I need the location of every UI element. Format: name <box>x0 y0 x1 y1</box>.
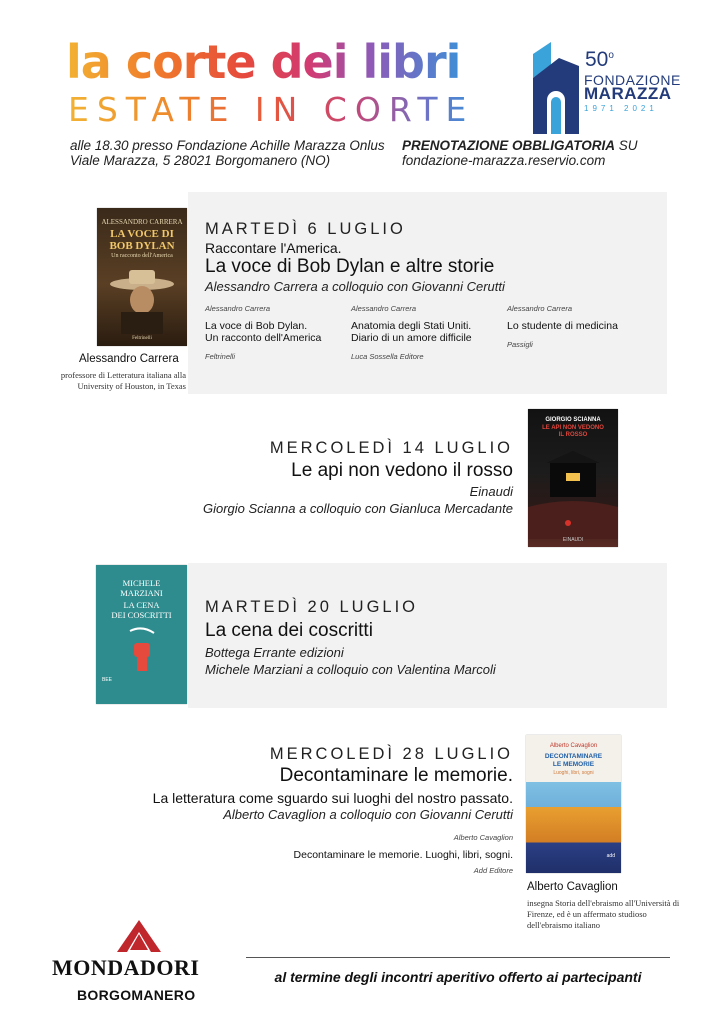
book-item-1 <box>205 304 321 362</box>
book-4-title: Decontaminare le memorie. Luoghi, libri, sogni. <box>293 849 513 861</box>
event-2-date: MERCOLEDÌ 14 LUGLIO <box>269 439 513 457</box>
logo-line-fondazione: FONDAZIONE <box>584 72 681 88</box>
booking-notice: PRENOTAZIONE OBBLIGATORIA SU <box>402 138 638 153</box>
hat-figure-icon <box>107 264 177 334</box>
event-3-date: MARTEDÌ 20 LUGLIO <box>205 598 418 616</box>
book-author: Alessandro Carrera <box>351 304 417 313</box>
footer-note: al termine degli incontri aperitivo offerto ai partecipanti <box>274 969 642 985</box>
booking-link[interactable]: fondazione-marazza.reservio.com <box>402 153 606 168</box>
book-4-author: Alberto Cavaglion <box>453 833 513 842</box>
book-author: Alessandro Carrera <box>205 304 271 313</box>
book-cover-le-api: GIORGIO SCIANNA LE API NON VEDONO IL ROSSO EINAUDI <box>528 409 618 547</box>
event-4-subtitle: La letteratura come sguardo sui luoghi del nostro passato. <box>152 790 513 806</box>
event-4-title: Decontaminare le memorie. <box>279 765 513 786</box>
book-title-line-2: Diario di un amore difficile <box>351 332 472 344</box>
book-author: Alessandro Carrera <box>507 304 573 313</box>
book-item-3 <box>507 304 618 350</box>
event-2-conversation: Giorgio Scianna a colloquio con Gianluca Mercadante <box>202 501 513 516</box>
logo-line-marazza: MARAZZA <box>584 84 672 103</box>
book-cover-la-cena: MICHELE MARZIANI LA CENA DEI COSCRITTI BEE <box>96 565 187 704</box>
event-series-title: la corte dei libri <box>66 35 461 89</box>
fist-icon <box>126 625 158 675</box>
event-4-date: MERCOLEDÌ 28 LUGLIO <box>269 745 513 763</box>
event-3-publisher: Bottega Errante edizioni <box>205 645 344 660</box>
sponsor-city: BORGOMANERO <box>77 987 196 1003</box>
book-title-line-1: Anatomia degli Stati Uniti. <box>351 320 472 332</box>
footer-divider <box>246 957 670 958</box>
event-2-publisher: Einaudi <box>469 484 513 499</box>
book-title-line-2: Un racconto dell'America <box>205 332 322 344</box>
book-item-2 <box>351 304 472 362</box>
book-publisher: Feltrinelli <box>205 352 236 361</box>
author-4-bio: insegna Storia dell'ebraismo all'Università di Firenze, ed è un affermato studioso dell'ebraismo italiano <box>527 898 680 930</box>
event-1-conversation: Alessandro Carrera a colloquio con Giovanni Cerutti <box>205 279 505 294</box>
author-1-name: Alessandro Carrera <box>79 353 179 365</box>
logo-years: 1971 2021 <box>584 104 658 113</box>
event-1-pretitle: Raccontare l'America. <box>205 240 342 256</box>
event-2-title: Le api non vedono il rosso <box>291 460 513 481</box>
author-4-name: Alberto Cavaglion <box>527 881 618 893</box>
book-title-line-1: Lo studente di medicina <box>507 320 618 332</box>
event-1-date: MARTEDÌ 6 LUGLIO <box>205 220 406 238</box>
event-3-title: La cena dei coscritti <box>205 620 373 641</box>
author-1-bio: professore di Letteratura italiana alla University of Houston, in Texas <box>60 370 186 391</box>
book-title-line-1: La voce di Bob Dylan. <box>205 320 308 332</box>
venue-line-2: Viale Marazza, 5 28021 Borgomanero (NO) <box>70 153 331 168</box>
event-1-title: La voce di Bob Dylan e altre storie <box>205 256 495 277</box>
house-night-illustration <box>528 449 618 539</box>
book-cover-bob-dylan: ALESSANDRO CARRERA LA VOCE DI BOB DYLAN Un racconto dell'America Feltrinelli <box>97 208 187 346</box>
venue-line-1: alle 18.30 presso Fondazione Achille Marazza Onlus <box>70 138 385 153</box>
event-3-conversation: Michele Marziani a colloquio con Valentina Marcoli <box>205 662 496 677</box>
book-publisher: Passigli <box>507 340 533 349</box>
book-4-publisher: Add Editore <box>473 866 513 875</box>
mondadori-rose-icon <box>117 920 161 952</box>
event-series-subtitle: ESTATE IN CORTE <box>68 90 475 129</box>
anniversary-number: 50$^o$ <box>585 48 614 71</box>
book-cover-decontaminare: Alberto Cavaglion DECONTAMINARE LE MEMORIE Luoghi, libri, sogni add <box>526 735 621 873</box>
book-publisher: Luca Sossella Editore <box>351 352 424 361</box>
sponsor-name: MONDADORI <box>52 955 200 980</box>
event-4-conversation: Alberto Cavaglion a colloquio con Giovanni Cerutti <box>223 807 513 822</box>
